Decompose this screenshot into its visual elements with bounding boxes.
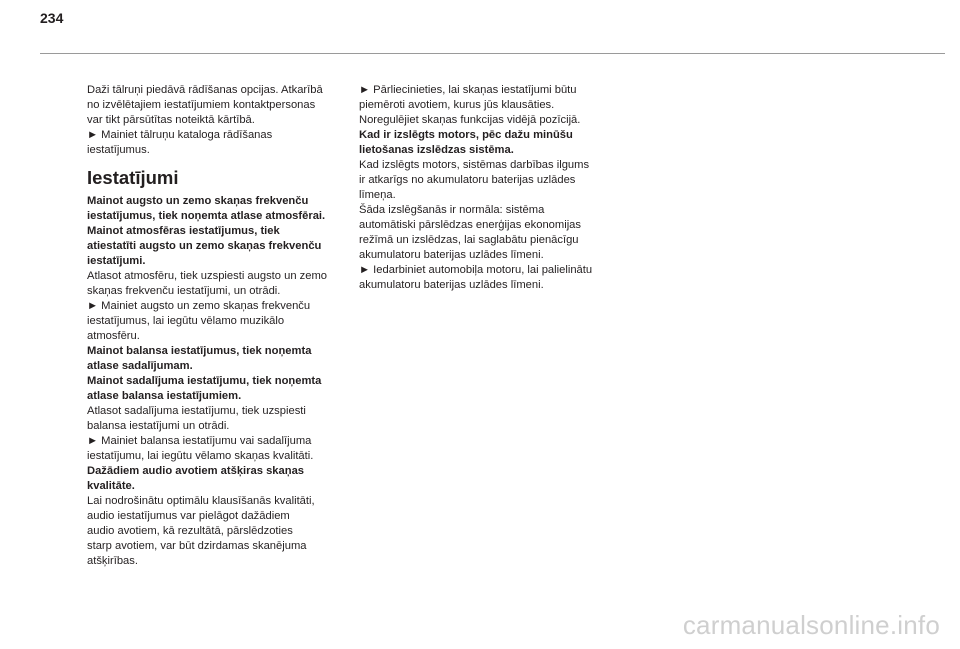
engine-off-note-bold: Kad ir izslēgts motors, pēc dažu minūšu lietošanas izslēdzas sistēma. (359, 129, 573, 156)
audio-sources-note-bold: Dažādiem audio avotiem atšķiras skaņas kvalitāte. (87, 465, 305, 492)
page-number: 234 (40, 10, 64, 26)
right-column (359, 83, 617, 293)
balance-note-bold: Mainot balansa iestatījumus, tiek noņemta atlase sadalījumam. Mainot sadalījuma iestatījumu, tiek noņemta atlase balansa iestatījumiem. (87, 345, 322, 402)
balance-note-text: Atlasot sadalījuma iestatījumu, tiek uzspiesti balansa iestatījumi un otrādi. ► Mainiet balansa iestatījumu vai sadalījuma iestatījumu, lai iegūtu vēlamo skaņas kvalitāti. (87, 405, 314, 462)
engine-off-note-text: Kad izslēgts motors, sistēmas darbības ilgums ir atkarīgs no akumulatoru baterijas uzlādes līmeņa. Šāda izslēgšanās ir normāla: sistēma automātiski pārslēdzas enerģijas ekonomijas režīmā un izslēdzas, lai saglabātu pienācīgu akumulatoru baterijas uzlādes līmeni. ► Iedarbiniet automobiļa motoru, lai palielinātu akumulatoru baterijas uzlādes līmeni. (359, 159, 593, 291)
audio-sources-note-text: Lai nodrošinātu optimālu klausīšanās kvalitāti, audio iestatījumus var pielāgot dažādiem audio avotiem, kā rezultātā, pārslēdzoties starp avotiem, var būt dzirdamas skanējuma atšķirības. (87, 495, 315, 567)
sound-settings-advice: ► Pārliecinieties, lai skaņas iestatījumi būtu piemēroti avotiem, kurus jūs klausāties. Noregulējiet skaņas funkcijas vidējā pozīcijā. (359, 84, 581, 126)
intro-paragraph: Daži tālruņi piedāvā rādīšanas opcijas. Atkarībā no izvēlētajiem iestatījumiem kontaktpersonas var tikt pārsūtītas noteiktā kārtībā. ► Mainiet tālruņu kataloga rādīšanas iestatījumus. (87, 84, 323, 156)
header-divider (40, 53, 945, 54)
watermark-text: carmanualsonline.info (682, 610, 940, 640)
equalizer-note-bold: Mainot augsto un zemo skaņas frekvenču iestatījumus, tiek noņemta atlase atmosfērai. Mainot atmosfēras iestatījumus, tiek atiestatīti augsto un zemo skaņas frekvenču iestatījumi. (87, 195, 326, 267)
left-column (87, 83, 345, 569)
section-heading: Iestatījumi (87, 167, 179, 188)
equalizer-note-text: Atlasot atmosfēru, tiek uzspiesti augsto un zemo skaņas frekvenču iestatījumi, un otrādi. ► Mainiet augsto un zemo skaņas frekvenču iestatījumus, lai iegūtu vēlamo muzikālo atmosfēru. (87, 270, 328, 342)
